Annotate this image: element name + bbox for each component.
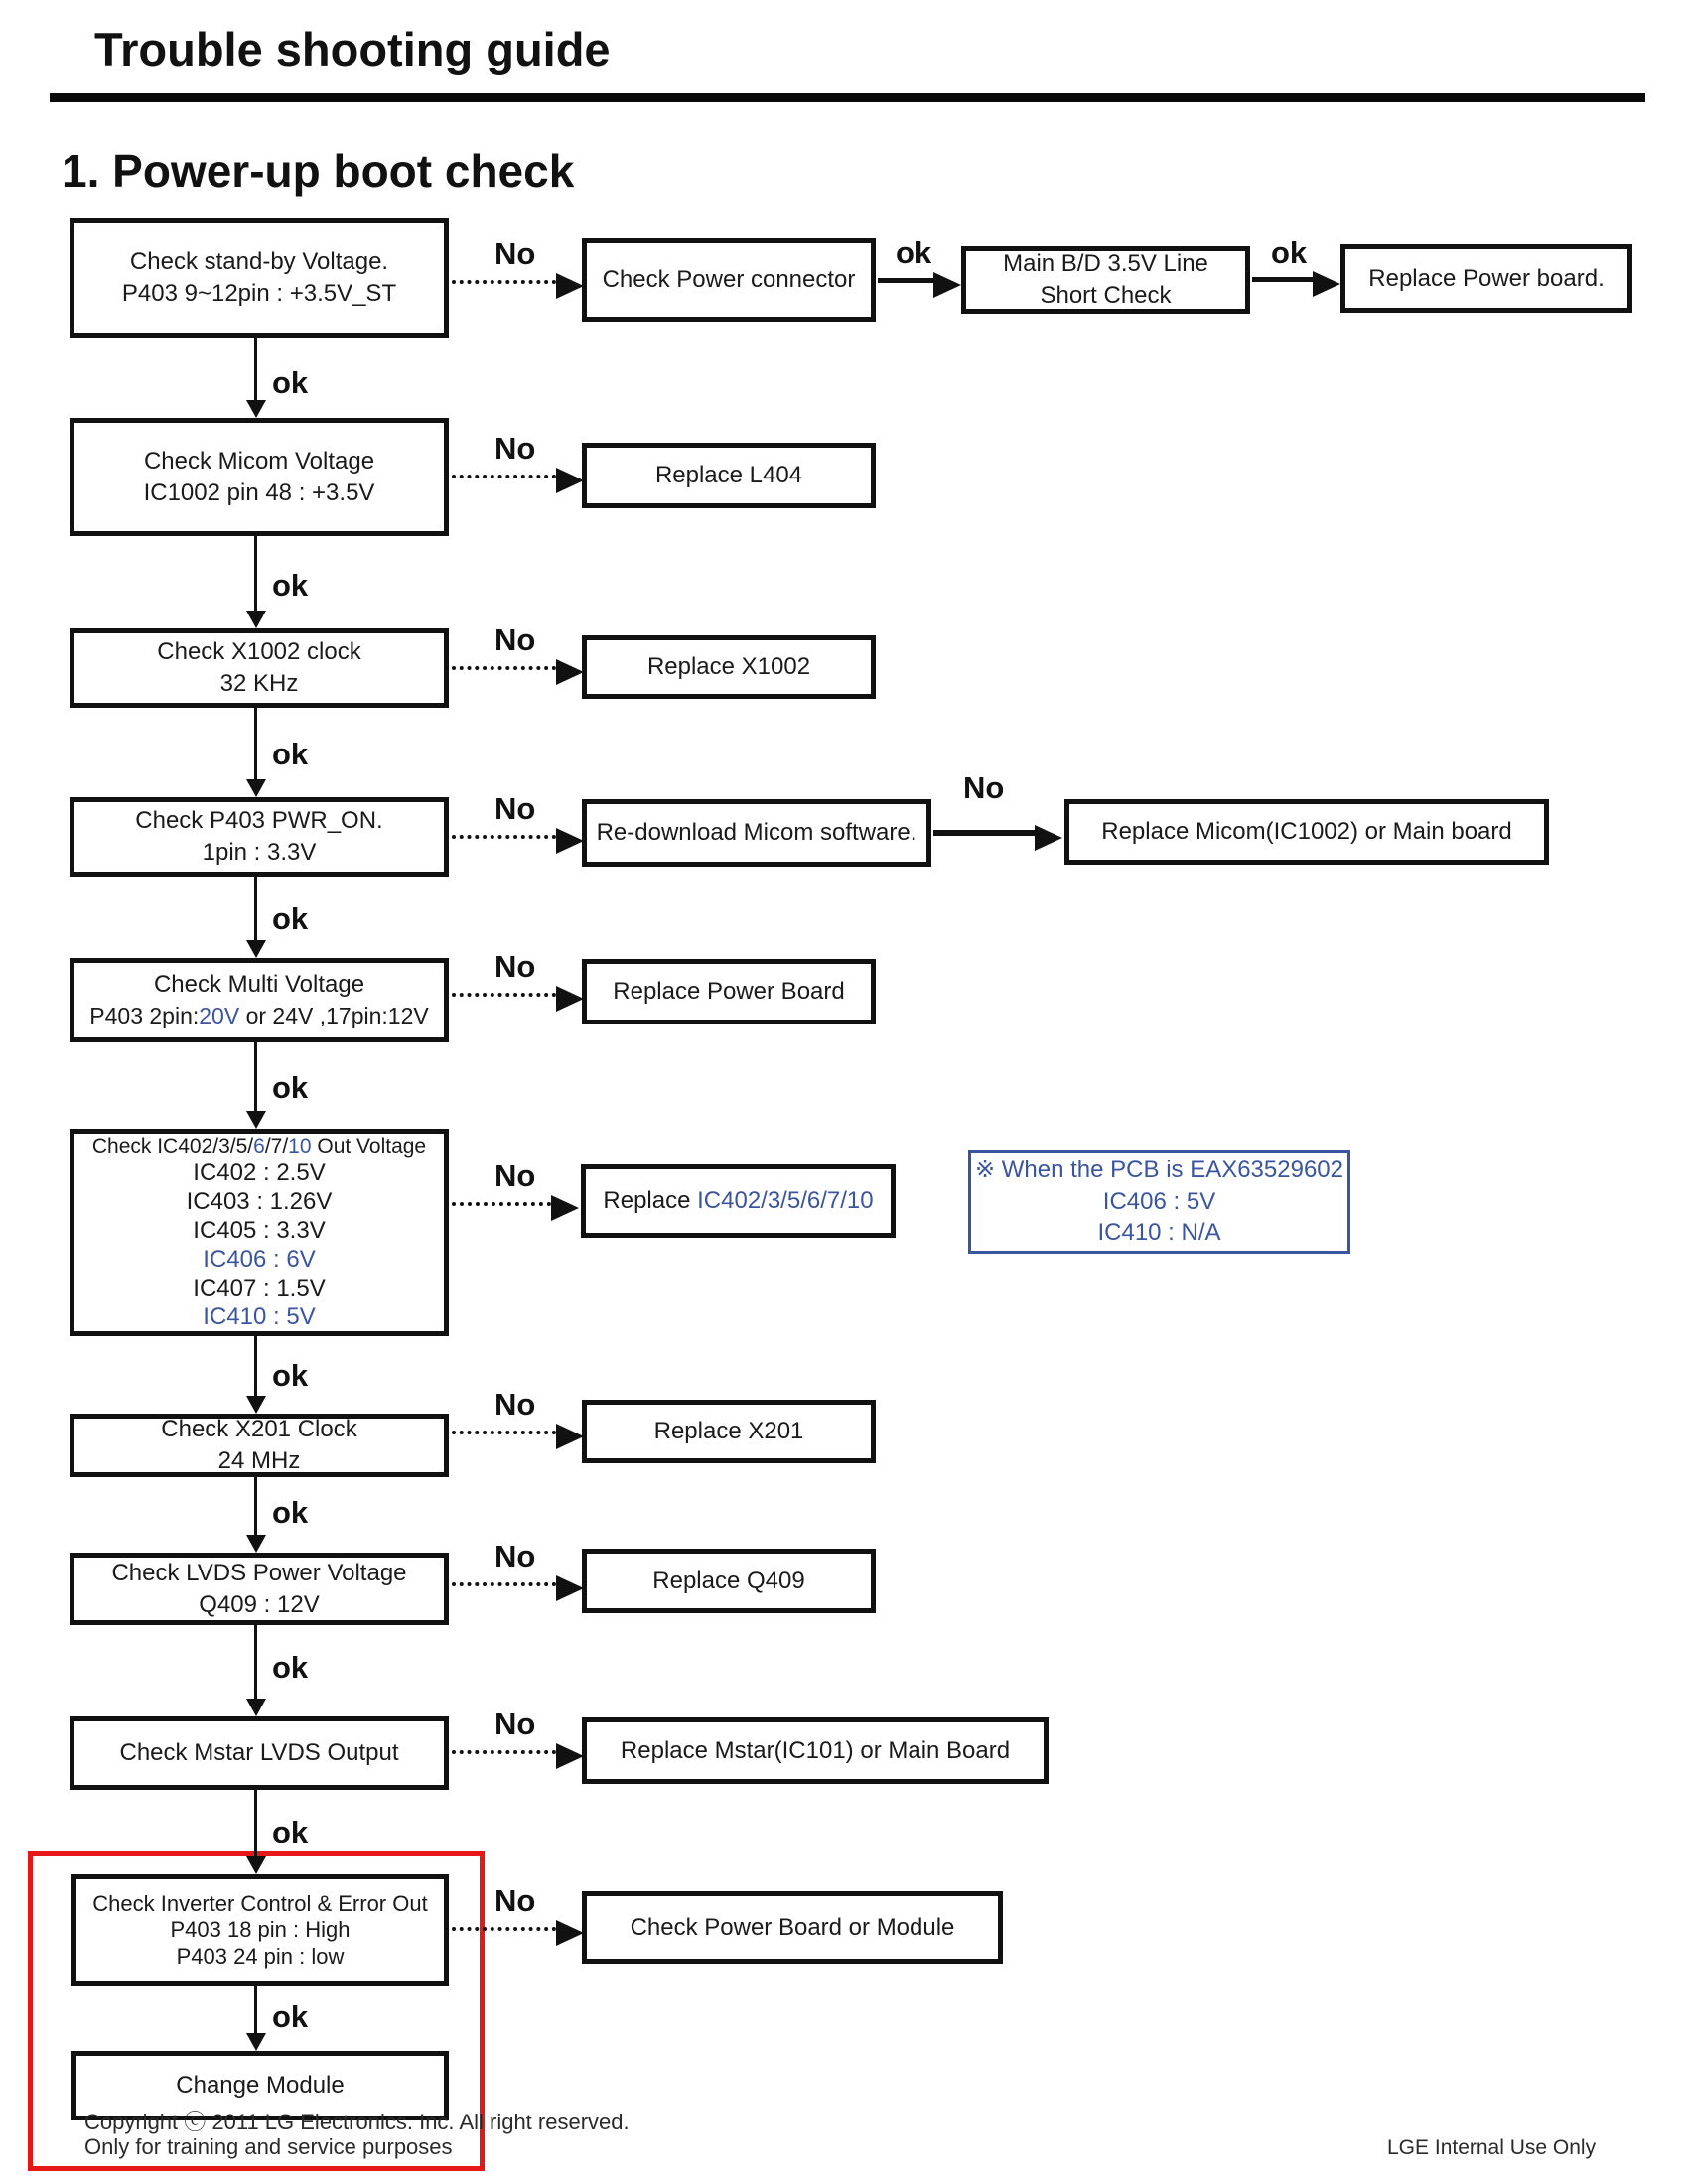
ok-varrow-8: [254, 1625, 257, 1699]
x1002-line2: 32 KHz: [219, 670, 299, 697]
flow-box-replace-power-board-1: [1340, 244, 1632, 313]
ok-varrow-6: [254, 1336, 257, 1396]
multi-line1: Check Multi Voltage: [153, 971, 365, 999]
ic-out-row-ic402: IC402 : 2.5V: [193, 1160, 326, 1187]
flow-box-standby-voltage: [70, 218, 449, 338]
ok-label-5: ok: [272, 1070, 309, 1105]
no-label-6: No: [494, 1159, 536, 1193]
ic-out-title-part2-blue: 6: [253, 1134, 265, 1158]
ok-varrow-2: [254, 536, 257, 611]
no-label-2: No: [494, 431, 536, 466]
flow-box-x201-clock: [70, 1414, 449, 1477]
replace-x201-line1: Replace X201: [653, 1418, 804, 1445]
ok-label-1: ok: [272, 365, 309, 400]
change-module-line1: Change Module: [176, 2072, 345, 2100]
no-arrow-x1002: [452, 666, 556, 670]
main-bd-line2: Short Check: [1040, 282, 1172, 309]
flow-box-inverter-control: [71, 1874, 449, 1986]
pcb-note-line1: ※ When the PCB is EAX63529602: [975, 1156, 1343, 1183]
flow-box-p403-pwr-on: [70, 797, 449, 877]
title-rule: [50, 93, 1645, 102]
standby-line1: Check stand-by Voltage.: [129, 248, 389, 276]
no-label-5: No: [494, 949, 536, 984]
ic-out-title-part1: Check IC402/3/5/: [91, 1134, 254, 1158]
ok-label-10: ok: [272, 1999, 309, 2034]
inverter-line2: P403 18 pin : High: [170, 1917, 351, 1943]
ic-out-row-ic406-blue: IC406 : 6V: [203, 1246, 316, 1274]
lvds-line2: Q409 : 12V: [199, 1590, 320, 1618]
no-arrow-x201: [452, 1431, 556, 1434]
ic-out-title: [92, 1134, 426, 1159]
flow-box-replace-mstar: [582, 1717, 1049, 1784]
flow-box-ic-out-voltage: [70, 1129, 449, 1336]
inverter-line3: P403 24 pin : low: [176, 1943, 345, 1969]
replace-l404-line1: Replace L404: [654, 462, 803, 489]
ic-out-row-ic405: IC405 : 3.3V: [193, 1217, 326, 1245]
flow-box-check-power-connector: [582, 238, 876, 322]
redownload-line1: Re-download Micom software.: [596, 819, 917, 847]
no-arrow-mstar: [452, 1750, 556, 1754]
micom-line2: IC1002 pin 48 : +3.5V: [143, 478, 375, 506]
no-arrow-micom: [452, 475, 556, 478]
footer-training: Only for training and service purposes: [84, 2134, 453, 2159]
micom-line1: Check Micom Voltage: [143, 447, 375, 475]
flow-box-micom-voltage: [70, 418, 449, 536]
ok-label-3: ok: [272, 737, 309, 771]
x201-line2: 24 MHz: [217, 1447, 301, 1474]
flow-box-replace-power-board-2: [582, 959, 876, 1024]
ok-label-row1-b: ok: [1271, 235, 1308, 270]
standby-line2: P403 9~12pin : +3.5V_ST: [121, 280, 397, 307]
check-power-module-line1: Check Power Board or Module: [630, 1913, 955, 1941]
main-bd-line1: Main B/D 3.5V Line: [1003, 250, 1208, 278]
ok-label-2: ok: [272, 568, 309, 603]
flow-box-mstar-lvds: [70, 1716, 449, 1790]
pwr-on-line2: 1pin : 3.3V: [202, 839, 317, 866]
ok-varrow-3: [254, 708, 257, 779]
replace-power-board-2-line1: Replace Power Board: [613, 978, 845, 1006]
ok-varrow-5: [254, 1042, 257, 1111]
no-label-9: No: [494, 1706, 536, 1741]
replace-mstar-line1: Replace Mstar(IC101) or Main Board: [620, 1736, 1011, 1764]
multi-line2: [89, 1001, 428, 1030]
no-label-1: No: [494, 236, 536, 271]
no-arrow-pwr-on: [452, 835, 556, 839]
footer-copyright: Copyright ⓒ 2011 LG Electronics. Inc. All right reserved.: [84, 2110, 630, 2134]
ok-varrow-9: [254, 1790, 257, 1856]
ic-out-title-part5: Out Voltage: [311, 1134, 427, 1158]
ic-out-row-ic407: IC407 : 1.5V: [193, 1275, 326, 1302]
flow-box-replace-micom: [1064, 799, 1549, 865]
ok-label-6: ok: [272, 1358, 309, 1393]
pcb-note-line3: IC410 : N/A: [1097, 1219, 1221, 1247]
flow-box-main-bd-short-check: [961, 246, 1250, 314]
flow-box-redownload-micom: [582, 799, 931, 867]
no-arrow-standby: [452, 280, 556, 284]
pcb-note-line2: IC406 : 5V: [1102, 1187, 1216, 1215]
lvds-line1: Check LVDS Power Voltage: [111, 1559, 407, 1586]
replace-ic402-line1: [603, 1185, 873, 1217]
pwr-on-line1: Check P403 PWR_ON.: [135, 807, 383, 835]
mstar-line1: Check Mstar LVDS Output: [119, 1739, 399, 1767]
no-label-8: No: [494, 1539, 536, 1573]
x1002-line1: Check X1002 clock: [157, 638, 361, 666]
no-label-10: No: [494, 1883, 536, 1918]
flow-box-multi-voltage: [70, 958, 449, 1042]
ok-label-4: ok: [272, 901, 309, 936]
no-arrow-ic-out: [452, 1202, 551, 1206]
no-arrow-inverter: [452, 1927, 556, 1931]
flow-box-x1002-clock: [70, 628, 449, 708]
ok-varrow-7: [254, 1477, 257, 1535]
no-label-3: No: [494, 622, 536, 657]
ic-out-row-ic403: IC403 : 1.26V: [186, 1188, 333, 1216]
flow-box-replace-x201: [582, 1400, 876, 1463]
section-title: 1. Power-up boot check: [62, 145, 575, 197]
flow-box-replace-l404: [582, 443, 876, 508]
no-label-redownload: No: [963, 770, 1005, 805]
replace-micom-line1: Replace Micom(IC1002) or Main board: [1101, 818, 1512, 846]
ok-varrow-4: [254, 877, 257, 940]
ic-out-row-ic410-blue: IC410 : 5V: [203, 1303, 316, 1331]
ok-arrow-mainbd-to-replace: [1252, 277, 1313, 282]
no-label-7: No: [494, 1387, 536, 1422]
no-arrow-lvds: [452, 1582, 556, 1586]
multi-line2-part3: or 24V ,17pin:12V: [239, 1003, 429, 1029]
inverter-line1: Check Inverter Control & Error Out: [92, 1890, 428, 1916]
flow-box-replace-q409: [582, 1549, 876, 1613]
no-label-4: No: [494, 791, 536, 826]
ok-label-8: ok: [272, 1650, 309, 1685]
multi-line2-part2-blue: 20V: [199, 1003, 240, 1029]
replace-ic402-part1: Replace: [603, 1187, 698, 1215]
x201-line1: Check X201 Clock: [161, 1416, 357, 1443]
replace-power-board-1-line1: Replace Power board.: [1368, 264, 1605, 292]
multi-line2-part1: P403 2pin:: [89, 1003, 200, 1029]
page-title: Trouble shooting guide: [94, 23, 611, 75]
replace-x1002-line1: Replace X1002: [646, 653, 811, 681]
ok-varrow-1: [254, 338, 257, 400]
footer-internal-use: LGE Internal Use Only: [1387, 2136, 1597, 2159]
flow-box-replace-x1002: [582, 635, 876, 699]
no-arrow-redownload-to-replace-micom: [933, 830, 1035, 836]
ic-out-title-part4-blue: 10: [288, 1134, 312, 1158]
pcb-note-box: [968, 1150, 1350, 1254]
ic-out-title-part3: /7/: [264, 1134, 289, 1158]
ok-label-row1-a: ok: [896, 235, 932, 270]
ok-label-7: ok: [272, 1495, 309, 1530]
flow-box-check-power-module: [582, 1891, 1003, 1964]
ok-arrow-connector-to-mainbd: [878, 278, 933, 283]
replace-q409-line1: Replace Q409: [652, 1567, 805, 1594]
replace-ic402-part2-blue: IC402/3/5/6/7/10: [697, 1187, 874, 1215]
no-arrow-multi: [452, 993, 556, 997]
ok-varrow-10: [254, 1986, 257, 2033]
flow-box-lvds-power: [70, 1553, 449, 1625]
power-connector-line1: Check Power connector: [602, 266, 856, 294]
ok-label-9: ok: [272, 1815, 309, 1849]
flow-box-replace-ic402: [581, 1164, 896, 1238]
